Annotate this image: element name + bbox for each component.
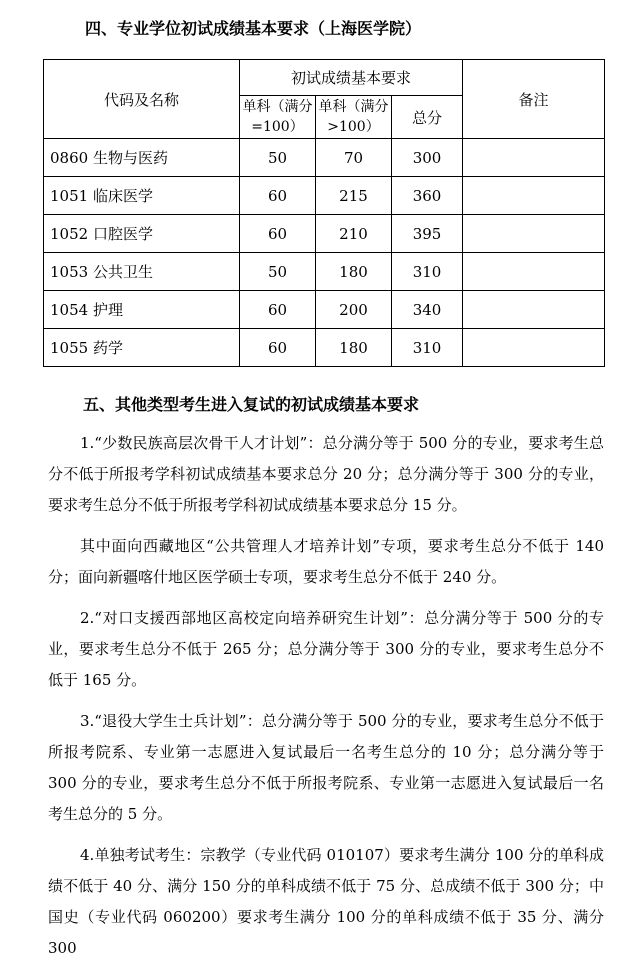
table-row <box>44 291 605 329</box>
table-row <box>44 329 605 367</box>
row-total: 340 <box>392 291 463 329</box>
header-score-group: 初试成绩基本要求 <box>240 60 463 96</box>
paragraph-independent-exam: 4.单独考试考生：宗教学（专业代码 010107）要求考生满分 100 分的单科成绩不低于 40 分、满分 150 分的单科成绩不低于 75 分、总成绩不低于 300 分；中国史（专业代码 060200）要求考生满分 100 分的单科成绩不低于 35 分、满分 300 <box>48 846 604 957</box>
table-row <box>44 253 605 291</box>
row-single-100: 60 <box>240 177 316 215</box>
table-row <box>44 215 605 253</box>
row-remark <box>463 139 605 177</box>
row-name: 1055 药学 <box>44 329 240 367</box>
row-single-100: 50 <box>240 253 316 291</box>
paragraph-western-support: 2.“对口支援西部地区高校定向培养研究生计划”：总分满分等于 500 分的专业，要求考生总分不低于 265 分；总分满分等于 300 分的专业，要求考生总分不低于 165 分。 <box>48 609 604 689</box>
row-total: 310 <box>392 253 463 291</box>
row-single-gt100: 180 <box>316 329 392 367</box>
header-remark: 备注 <box>463 60 605 139</box>
row-single-100: 60 <box>240 215 316 253</box>
row-single-gt100: 70 <box>316 139 392 177</box>
row-remark <box>463 253 605 291</box>
paragraph-minority-plan: 1.“少数民族高层次骨干人才计划”：总分满分等于 500 分的专业，要求考生总分不低于所报考学科初试成绩基本要求总分 20 分；总分满分等于 300 分的专业，要求考生总分不低于所报考学科初试成绩基本要求总分 15 分。 <box>48 434 604 514</box>
row-remark <box>463 215 605 253</box>
row-single-100: 60 <box>240 329 316 367</box>
score-requirements-table <box>43 59 605 367</box>
row-name: 1053 公共卫生 <box>44 253 240 291</box>
row-total: 360 <box>392 177 463 215</box>
table-row <box>44 177 605 215</box>
row-name: 1051 临床医学 <box>44 177 240 215</box>
header-single-gt100: 单科（满分>100） <box>316 96 392 139</box>
section-4-heading: 四、专业学位初试成绩基本要求（上海医学院） <box>85 19 422 38</box>
row-remark <box>463 329 605 367</box>
row-single-gt100: 180 <box>316 253 392 291</box>
paragraph-tibet-xinjiang: 其中面向西藏地区“公共管理人才培养计划”专项，要求考生总分不低于 140 分；面向新疆喀什地区医学硕士专项，要求考生总分不低于 240 分。 <box>48 537 604 586</box>
row-single-gt100: 200 <box>316 291 392 329</box>
section-5-heading: 五、其他类型考生进入复试的初试成绩基本要求 <box>83 395 420 414</box>
row-name: 1054 护理 <box>44 291 240 329</box>
row-single-gt100: 215 <box>316 177 392 215</box>
row-total: 300 <box>392 139 463 177</box>
row-single-100: 50 <box>240 139 316 177</box>
row-name: 1052 口腔医学 <box>44 215 240 253</box>
row-remark <box>463 177 605 215</box>
paragraph-veteran-plan: 3.“退役大学生士兵计划”：总分满分等于 500 分的专业，要求考生总分不低于所报考院系、专业第一志愿进入复试最后一名考生总分的 10 分；总分满分等于 300 分的专业，要求考生总分不低于所报考院系、专业第一志愿进入复试最后一名考生总分的 5 分。 <box>48 712 604 823</box>
header-single-100: 单科（满分=100） <box>240 96 316 139</box>
row-total: 310 <box>392 329 463 367</box>
header-total: 总分 <box>392 96 463 139</box>
row-single-100: 60 <box>240 291 316 329</box>
table-row <box>44 139 605 177</box>
header-code-name: 代码及名称 <box>44 60 240 139</box>
row-total: 395 <box>392 215 463 253</box>
row-remark <box>463 291 605 329</box>
row-name: 0860 生物与医药 <box>44 139 240 177</box>
row-single-gt100: 210 <box>316 215 392 253</box>
